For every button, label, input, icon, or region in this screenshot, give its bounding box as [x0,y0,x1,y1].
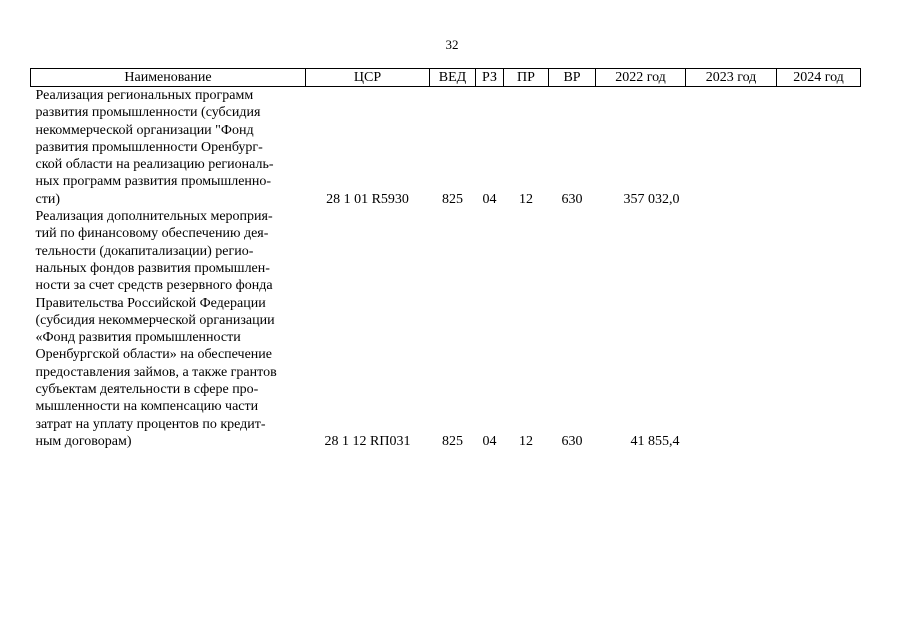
row-name-line: ской области на реализацию региональ- [35,157,274,173]
row-name-line: Реализация региональных программ [35,88,254,103]
row-name-line: ных программ развития промышленно- [35,174,272,190]
row-name-line: ным договорам) [35,433,132,449]
row-2022: 357 032,0 [623,191,680,207]
row-name-line: (субсидия некоммерческой организации [35,312,275,328]
row-name-line: предоставления займов, а также грантов [35,364,277,380]
row-name-line: мышленности на компенсацию части [35,399,259,415]
header-rz: РЗ [476,69,504,87]
row-name [31,208,306,450]
row-ved: 825 [442,191,463,207]
row-name-line: ности за счет средств резервного фонда [35,278,273,294]
row-2022: 41 855,4 [630,433,680,449]
header-2024: 2024 год [777,69,861,87]
table-row [31,87,861,209]
table-header [31,69,861,87]
header-csr: ЦСР [306,69,430,87]
row-name-line: развития промышленности (субсидия [35,105,261,121]
row-name-line: субъектам деятельности в сфере про- [35,382,259,398]
row-2024 [777,87,861,209]
row-name-line: Оренбургской области» на обеспечение [35,347,272,363]
table-body [31,87,861,451]
row-name-line: сти) [35,191,60,207]
row-name-line: «Фонд развития промышленности [35,330,241,346]
table-row [31,208,861,450]
row-name-line: нальных фондов развития промышлен- [35,260,270,276]
row-ved: 825 [442,433,463,449]
header-2022: 2022 год [596,69,686,87]
row-name-line: тий по финансовому обеспечению дея- [35,226,269,242]
row-vr: 630 [561,191,583,207]
row-2024 [777,208,861,450]
row-name [31,87,306,209]
row-csr: 28 1 01 R5930 [326,191,409,207]
row-rz: 04 [482,191,497,207]
page-number: 32 [445,37,459,52]
row-pr: 12 [519,433,533,449]
header-row [31,69,861,87]
row-csr: 28 1 12 RП031 [324,433,411,449]
header-vr: ВР [549,69,596,87]
row-name-line: тельности (докапитализации) регио- [35,243,254,259]
header-pr: ПР [504,69,549,87]
header-ved: ВЕД [430,69,476,87]
budget-table [30,68,861,450]
row-name-line: Реализация дополнительных мероприя- [35,209,273,225]
row-vr: 630 [561,433,583,449]
header-2023: 2023 год [686,69,777,87]
row-pr: 12 [519,191,533,207]
row-2023 [686,87,777,209]
row-name-line: Правительства Российской Федерации [35,295,266,311]
row-name-line: затрат на уплату процентов по кредит- [35,416,266,432]
row-2023 [686,208,777,450]
header-name: Наименование [31,69,306,87]
row-name-line: развития промышленности Оренбург- [35,139,263,155]
row-name-line: некоммерческой организации "Фонд [35,122,254,138]
row-rz: 04 [482,433,497,449]
